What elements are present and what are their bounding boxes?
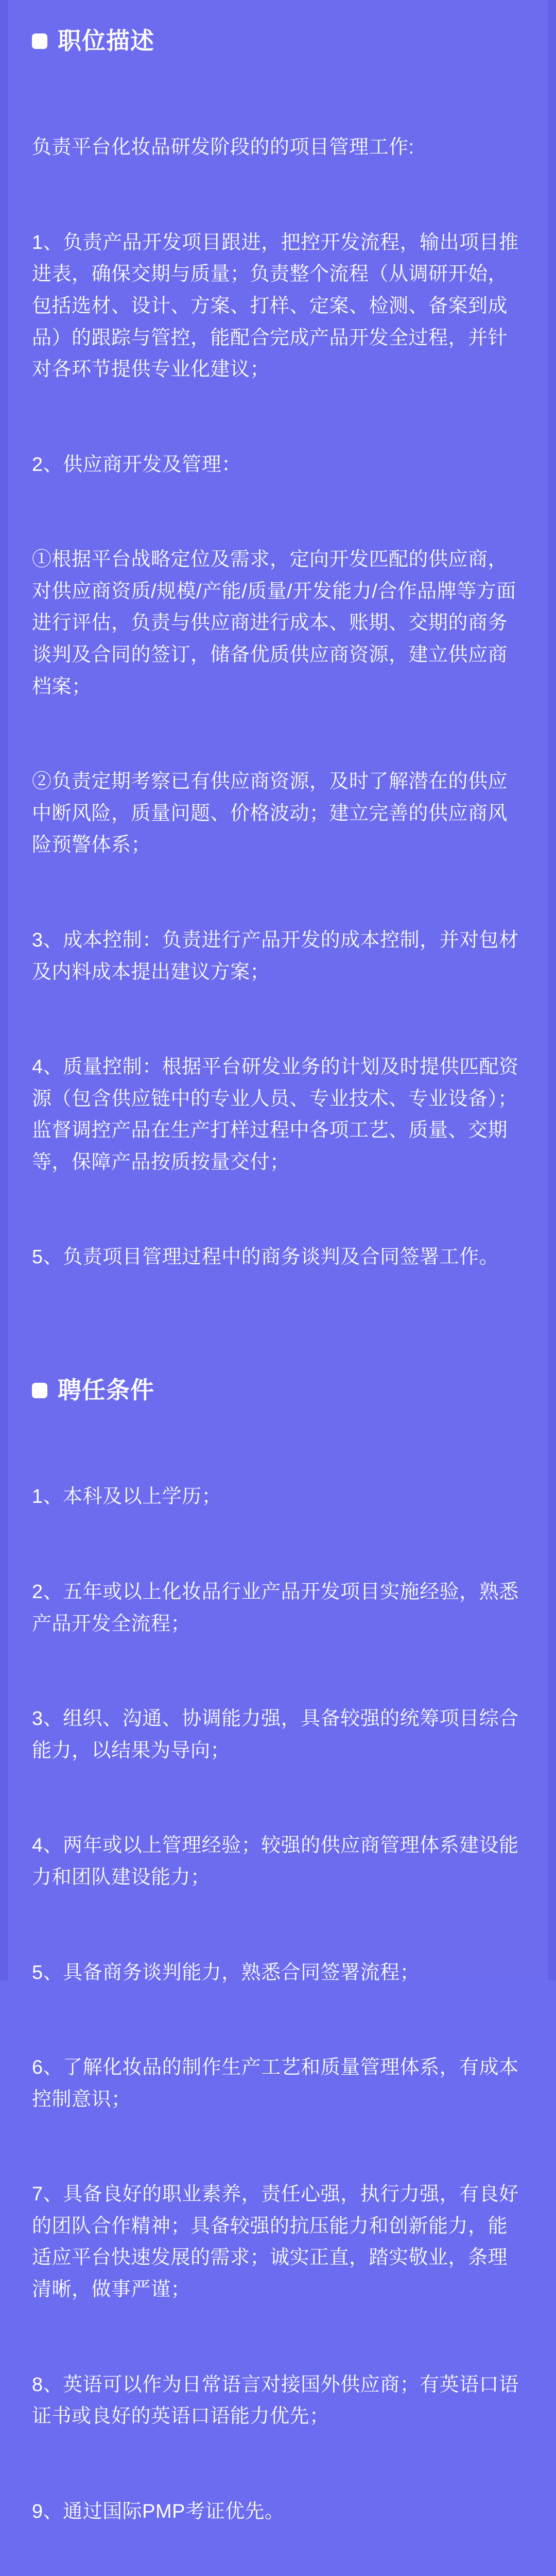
paragraph: 5、负责项目管理过程中的商务谈判及合同签署工作。 (32, 1246, 499, 1268)
square-bullet-icon (32, 1383, 47, 1398)
paragraph: 7、具备良好的职业素养，责任心强，执行力强，有良好的团队合作精神；具备较强的抗压能力和创新能力，能适应平台快速发展的需求；诚实正直，踏实敬业，条理清晰，做事严谨； (32, 2183, 519, 2301)
paragraph: 负责平台化妆品研发阶段的的项目管理工作: (32, 137, 414, 159)
section-header (32, 27, 525, 55)
paragraph: 1、本科及以上学历； (32, 1486, 222, 1508)
paragraph: 8、英语可以作为日常语言对接国外供应商；有英语口语证书或良好的英语口语能力优先； (32, 2374, 519, 2428)
paragraph: 9、通过国际PMP考证优先。 (32, 2500, 285, 2522)
paragraph: 4、质量控制：根据平台研发业务的计划及时提供匹配资源（包含供应链中的专业人员、专业技术、专业设备）；监督调控产品在生产打样过程中各项工艺、质量、交期等，保障产品按质按量交付； (32, 1056, 519, 1173)
section-body (32, 1418, 525, 2576)
left-edge-band (0, 0, 8, 1980)
section-job-description (32, 27, 525, 1337)
paragraph: 2、五年或以上化妆品行业产品开发项目实施经验，熟悉产品开发全流程； (32, 1581, 519, 1635)
paragraph: 1、负责产品开发项目跟进，把控开发流程，输出项目推进表，确保交期与质量；负责整个流程（从调研开始，包括选材、设计、方案、打样、定案、检测、备案到成品）的跟踪与管控，能配合完成产品开发全过程，并针对各环节提供专业化建议； (32, 231, 519, 381)
right-edge-band (548, 0, 556, 1980)
paragraph: 5、具备商务谈判能力，熟悉合同签署流程； (32, 1961, 420, 1984)
paragraph: ②负责定期考察已有供应商资源，及时了解潜在的供应中断风险，质量问题、价格波动；建立完善的供应商风险预警体系； (32, 771, 508, 856)
paragraph: 3、成本控制：负责进行产品开发的成本控制，并对包材及内料成本提出建议方案； (32, 929, 519, 983)
paragraph: 6、了解化妆品的制作生产工艺和质量管理体系，有成本控制意识； (32, 2057, 519, 2110)
paragraph: 4、两年或以上管理经验；较强的供应商管理体系建设能力和团队建设能力； (32, 1835, 519, 1888)
section-title: 聘任条件 (58, 1377, 154, 1404)
section-requirements (32, 1376, 525, 2576)
section-header (32, 1376, 525, 1404)
paragraph: 3、组织、沟通、协调能力强，具备较强的统筹项目综合能力，以结果为导向； (32, 1708, 519, 1761)
paragraph: ①根据平台战略定位及需求，定向开发匹配的供应商，对供应商资质/规模/产能/质量/开发能力/合作品牌等方面进行评估，负责与供应商进行成本、账期、交期的商务谈判及合同的签订，储备优质供应商资源，建立供应商档案； (32, 549, 516, 698)
section-body (32, 69, 525, 1337)
square-bullet-icon (32, 33, 47, 49)
paragraph: 2、供应商开发及管理： (32, 453, 241, 476)
section-title: 职位描述 (58, 27, 154, 54)
